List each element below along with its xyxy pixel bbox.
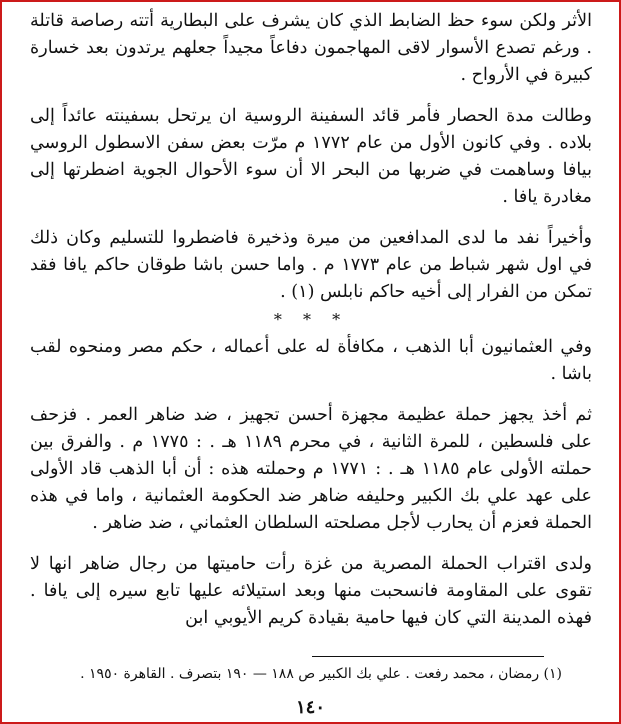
paragraph-4: وفي العثمانيون أبا الذهب ، مكافأة له على أعماله ، حكم مصر ومنحوه لقب باشا . (30, 337, 592, 384)
page-number: ١٤٠ (295, 697, 325, 718)
footnote-rule (312, 656, 544, 657)
paragraph-3: وأخيراً نفد ما لدى المدافعين من ميرة وذخيرة فاضطروا للتسليم وكان ذلك في اول شهر شباط من عام ١٧٧٣ م . واما حسن باشا طوقان حاكم يافا فقد تمكن من الفرار إلى أخيه حاكم نابلس (١) . (30, 228, 592, 302)
paragraph-6: ولدى اقتراب الحملة المصرية من غزة رأت حاميتها من رجال ضاهر انها لا تقوى على المقاومة فانسحبت منها وبعد استيلائه عليها تابع سيره إلى يافا . فهذه المدينة التي كان فيها حامية بقيادة كريم الأيوبي ابن (30, 554, 592, 628)
page-body (30, 8, 592, 708)
paragraph-2: وطالت مدة الحصار فأمر قائد السفينة الروسية ان يرتحل بسفينته عائداً إلى بلاده . وفي كانون الأول من عام ١٧٧٢ م مرّت بعض سفن الاسطول الروسي بيافا وساهمت في ضربها من البحر الا أن سوء الأحوال الجوية اضطرتها إلى مغادرة يافا . (30, 106, 593, 207)
paragraph-5: ثم أخذ يجهز حملة عظيمة مجهزة أحسن تجهيز ، ضد ضاهر العمر . فزحف على فلسطين ، للمرة الثانية ، في محرم ١١٨٩ هـ . : ١٧٧٥ م . والفرق بين حملته الأولى عام ١١٨٥ هـ . : ١٧٧١ م وحملته هذه : أن أبا الذهب قاد الأولى على عهد علي بك الكبير وحليفه ضاهر ضد الحكومة العثمانية ، واما في هذه الحملة فعزم أن يحارب لأجل مصلحته السلطان العثماني ، ضد ضاهر . (30, 405, 592, 533)
paragraph-1: الأثر ولكن سوء حظ الضابط الذي كان يشرف على البطارية أتته رصاصة قاتلة . ورغم تصدع الأسوار لاقى المهاجمون دفاعاً مجيداً جعلهم يرتدون بعد خسارة كبيرة في الأرواح . (30, 11, 592, 85)
section-separator: * * * (273, 310, 349, 329)
footnote: (١) رمضان ، محمد رفعت . علي بك الكبير ص ١٨٨ — ١٩٠ بتصرف . القاهرة ١٩٥٠ . (80, 666, 562, 682)
